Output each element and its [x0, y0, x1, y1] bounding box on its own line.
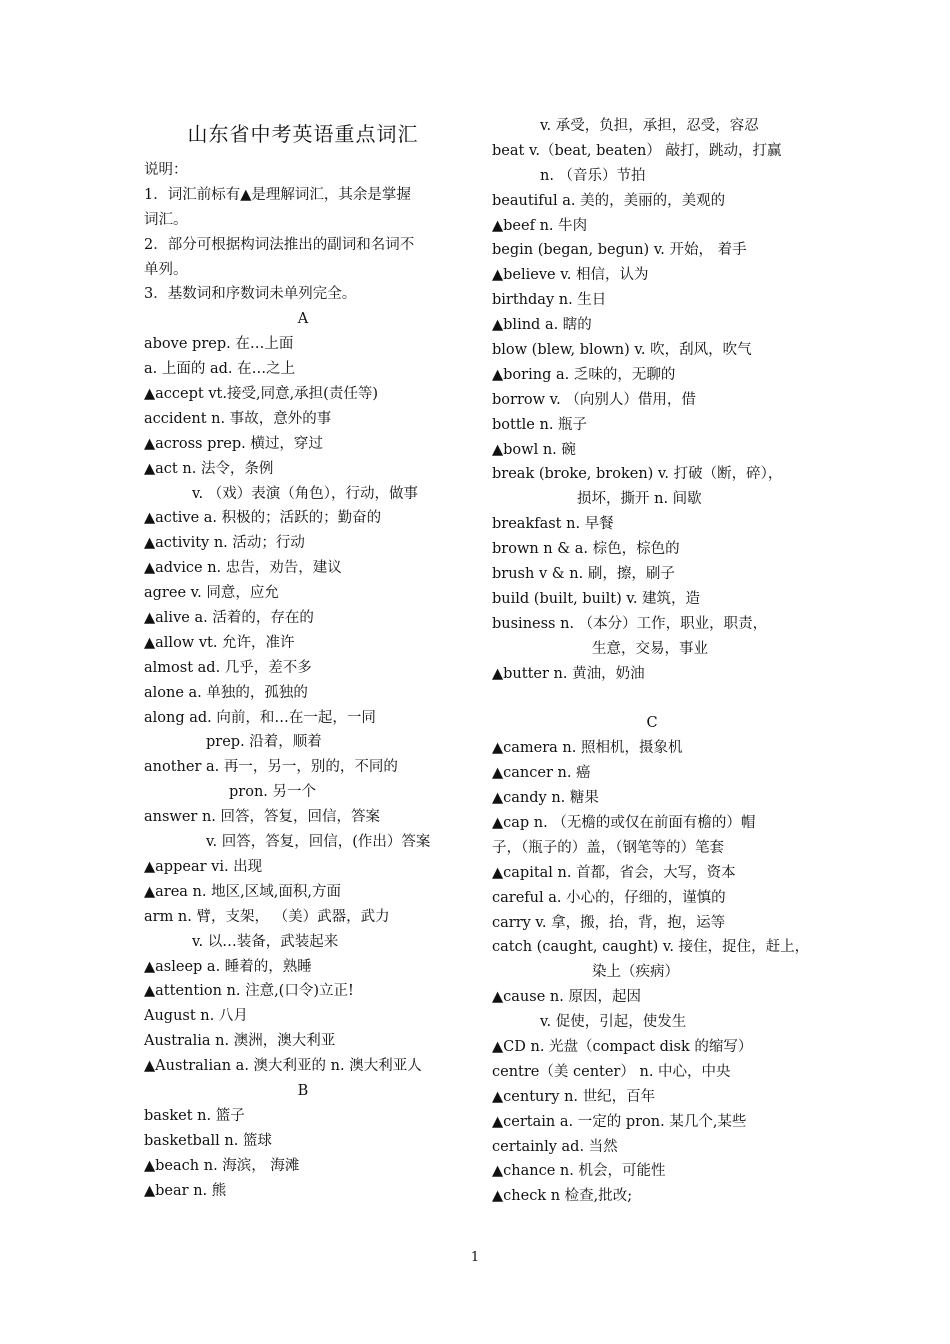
vocab-line: beautiful a. 美的，美丽的，美观的 [492, 192, 726, 209]
vocab-line: a. 上面的 ad. 在…之上 [144, 361, 296, 378]
vocab-line: 3．基数词和序数词未单列完全。 [144, 286, 357, 303]
vocab-line: ▲area n. 地区,区域,面积,方面 [144, 883, 341, 900]
section-letter: C [646, 715, 658, 732]
vocab-line: break (broke, broken) v. 打破（断，碎）， [492, 466, 783, 483]
vocab-line: ▲active a. 积极的；活跃的；勤奋的 [144, 510, 382, 527]
vocab-line: ▲accept vt.接受,同意,承担(责任等) [144, 386, 378, 403]
vocab-line: carry v. 拿，搬，抬，背，抱，运等 [492, 914, 726, 931]
vocab-line: n. （音乐）节拍 [540, 167, 646, 184]
vocab-line: accident n. 事故，意外的事 [144, 410, 332, 427]
vocab-line: ▲activity n. 活动；行动 [144, 535, 305, 552]
vocab-line: ▲believe v. 相信，认为 [492, 267, 649, 284]
vocab-line: ▲beach n. 海滨， 海滩 [144, 1157, 300, 1174]
vocab-line: v. （戏）表演（角色），行动，做事 [192, 485, 418, 502]
vocab-line: ▲across prep. 横过，穿过 [144, 435, 323, 452]
right-column [492, 114, 812, 1209]
vocab-line: build (built, built) v. 建筑，造 [492, 590, 701, 607]
vocab-line: ▲chance n. 机会，可能性 [492, 1163, 666, 1180]
vocab-line: ▲CD n. 光盘（compact disk 的缩写） [492, 1038, 753, 1055]
vocab-line: breakfast n. 早餐 [492, 516, 614, 533]
vocab-line: 2．部分可根据构词法推出的副词和名词不 [144, 236, 415, 253]
section-letter: A [297, 311, 309, 328]
vocab-line: business n. （本分）工作，职业，职责， [492, 615, 768, 632]
vocab-line: basket n. 篮子 [144, 1107, 245, 1124]
vocab-line: ▲cancer n. 癌 [492, 765, 591, 782]
vocab-line: careful a. 小心的，仔细的，谨慎的 [492, 889, 726, 906]
vocab-line: catch (caught, caught) v. 接住，捉住，赶上， [492, 939, 810, 956]
vocab-line: ▲alive a. 活着的，存在的 [144, 610, 314, 627]
vocab-line: birthday n. 生日 [492, 292, 607, 309]
vocab-line: 损坏，撕开 n. 间歇 [577, 491, 702, 508]
document-title: 山东省中考英语重点词汇 [187, 122, 419, 146]
vocab-line: arm n. 臂，支架， （美）武器，武力 [144, 908, 390, 925]
vocab-line: alone a. 单独的，孤独的 [144, 684, 308, 701]
vocab-line: ▲act n. 法令，条例 [144, 460, 274, 477]
vocab-line: another a. 再一，另一，别的，不同的 [144, 759, 398, 776]
vocab-line: ▲check n 检查,批改; [492, 1188, 633, 1205]
vocab-line: ▲asleep a. 睡着的，熟睡 [144, 958, 312, 975]
vocab-line: prep. 沿着，顺着 [206, 734, 322, 751]
section-letter: B [297, 1082, 309, 1099]
vocab-line: above prep. 在…上面 [144, 336, 294, 353]
vocab-line: centre（美 center） n. 中心，中央 [492, 1063, 731, 1080]
vocab-line: ▲cause n. 原因，起因 [492, 989, 641, 1006]
vocab-line: brown n & a. 棕色，棕色的 [492, 541, 680, 558]
vocab-line: 染上（疾病） [592, 964, 679, 981]
vocab-line: begin (began, begun) v. 开始， 着手 [492, 242, 747, 259]
vocab-line: beat v.（beat, beaten） 敲打，跳动，打赢 [492, 142, 782, 159]
vocab-line: 1．词汇前标有▲是理解词汇，其余是掌握 [144, 186, 411, 203]
vocab-line: ▲camera n. 照相机，摄象机 [492, 740, 683, 757]
vocab-line: v. 以…装备，武装起来 [192, 933, 339, 950]
vocab-line: ▲advice n. 忠告，劝告，建议 [144, 560, 342, 577]
vocab-line: ▲candy n. 糖果 [492, 790, 599, 807]
vocab-line: Australia n. 澳洲，澳大利亚 [144, 1033, 336, 1050]
vocab-line: ▲boring a. 乏味的，无聊的 [492, 366, 676, 383]
vocab-line: 单列。 [144, 261, 188, 278]
vocab-line: ▲beef n. 牛肉 [492, 217, 588, 234]
vocab-line: 说明： [144, 162, 188, 178]
vocab-line: blow (blew, blown) v. 吹，刮风，吹气 [492, 342, 752, 359]
vocab-line: ▲certain a. 一定的 pron. 某几个,某些 [492, 1113, 747, 1130]
vocab-line: ▲capital n. 首都，省会，大写，资本 [492, 864, 736, 881]
vocab-line: ▲allow vt. 允许，准许 [144, 634, 295, 651]
vocab-line: ▲century n. 世纪，百年 [492, 1088, 656, 1105]
vocab-line: v. 回答，答复，回信，(作出）答案 [206, 834, 431, 851]
left-column [144, 114, 462, 1203]
vocab-line: ▲blind a. 瞎的 [492, 317, 592, 334]
vocab-line: ▲butter n. 黄油，奶油 [492, 665, 645, 682]
vocab-line: answer n. 回答，答复，回信，答案 [144, 809, 381, 826]
vocab-line: ▲bear n. 熊 [144, 1182, 227, 1199]
vocab-line: along ad. 向前，和…在一起，一同 [144, 709, 376, 726]
page-number: 1 [470, 1250, 480, 1265]
vocab-line: 子，（瓶子的）盖，（钢笔等的）笔套 [492, 839, 724, 856]
vocab-line: agree v. 同意，应允 [144, 585, 279, 602]
vocab-line: ▲bowl n. 碗 [492, 441, 576, 458]
vocab-line: almost ad. 几乎，差不多 [144, 659, 312, 676]
vocab-line: ▲attention n. 注意,(口令)立正! [144, 983, 354, 1000]
vocab-line: v. 承受，负担，承担，忍受，容忍 [540, 118, 759, 134]
vocab-line: ▲Australian a. 澳大利亚的 n. 澳大利亚人 [144, 1058, 422, 1075]
blank-line [492, 686, 812, 711]
vocab-line: brush v & n. 刷，擦，刷子 [492, 566, 675, 583]
vocab-line: August n. 八月 [144, 1008, 248, 1025]
vocab-line: ▲cap n. （无檐的或仅在前面有檐的）帽 [492, 814, 756, 831]
vocab-line: basketball n. 篮球 [144, 1132, 272, 1149]
vocab-line: ▲appear vi. 出现 [144, 858, 263, 875]
vocab-line: 词汇。 [144, 211, 188, 228]
vocab-line: pron. 另一个 [229, 784, 316, 801]
vocab-line: borrow v. （向别人）借用，借 [492, 391, 696, 408]
vocab-line: 生意，交易，事业 [592, 640, 708, 657]
vocab-line: certainly ad. 当然 [492, 1138, 618, 1155]
vocab-line: v. 促使，引起，使发生 [540, 1014, 687, 1031]
vocab-line: bottle n. 瓶子 [492, 416, 588, 433]
